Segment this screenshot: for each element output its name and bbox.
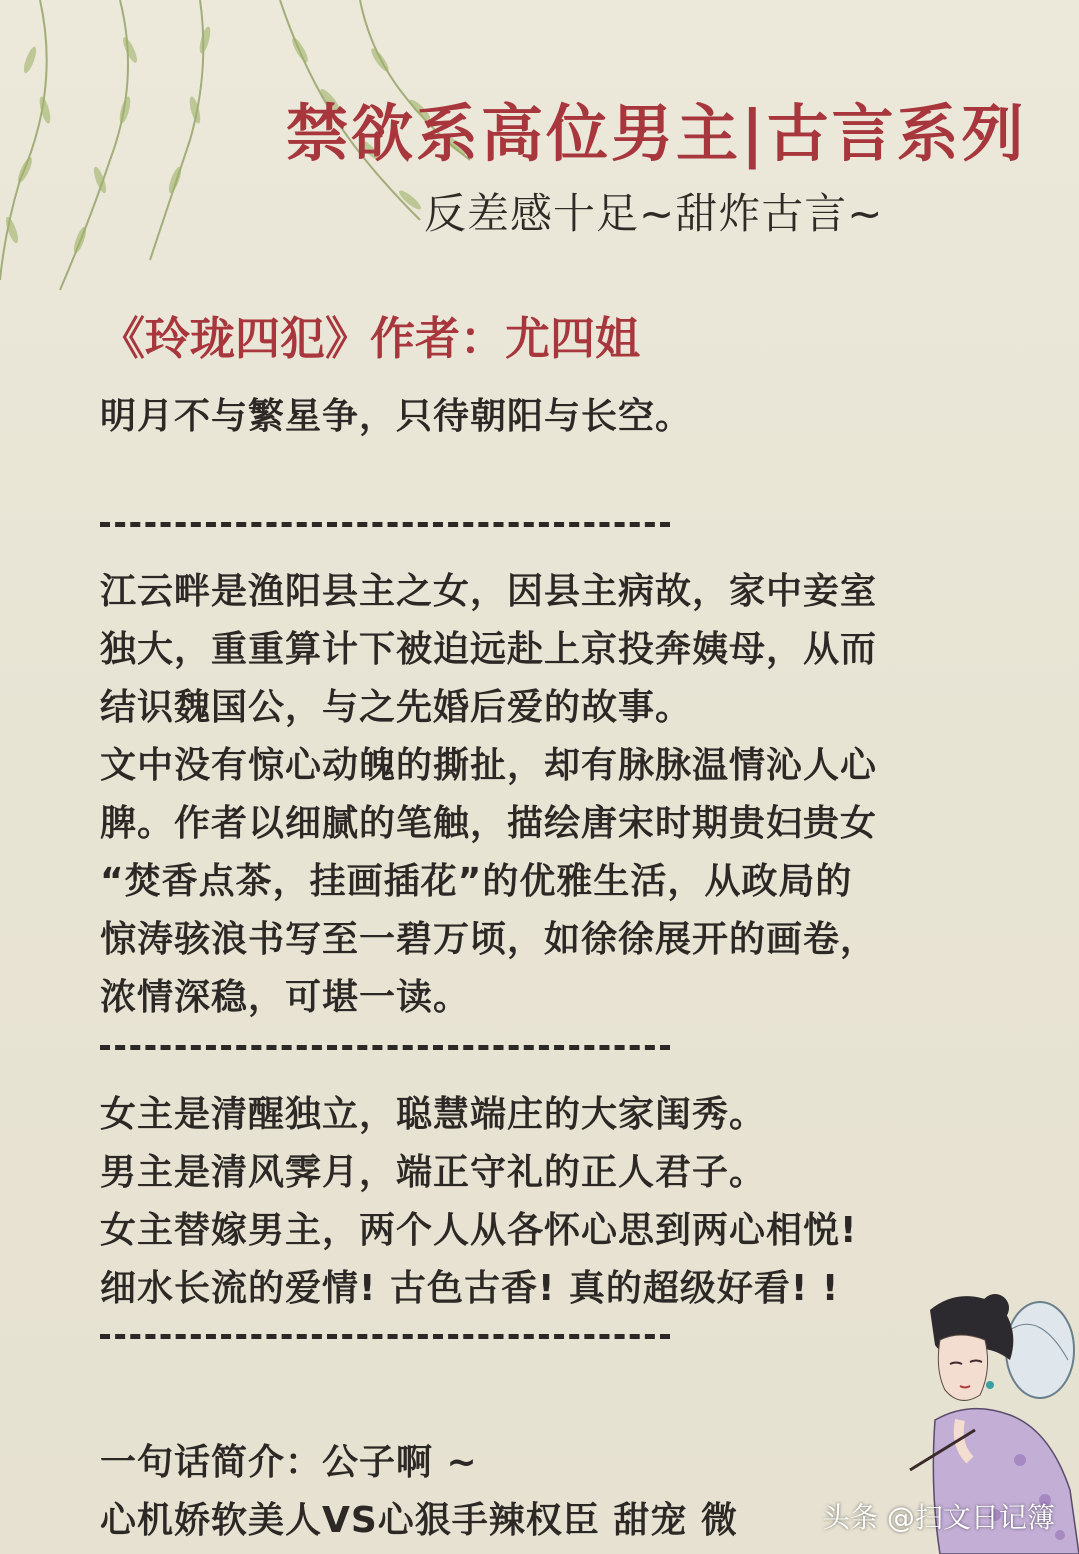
synopsis-line: 文中没有惊心动魄的撕扯，却有脉脉温情沁人心 xyxy=(100,745,878,786)
divider xyxy=(100,522,670,527)
summary-intro: 一句话简介：公子啊 ~ xyxy=(100,1442,478,1483)
page-title: 禁欲系高位男主|古言系列 xyxy=(286,97,1027,170)
character-line: 女主是清醒独立，聪慧端庄的大家闺秀。 xyxy=(100,1094,767,1135)
divider xyxy=(100,1045,670,1050)
synopsis-line: 脾。作者以细腻的笔触，描绘唐宋时期贵妇贵女 xyxy=(100,803,878,844)
character-line: 女主替嫁男主，两个人从各怀心思到两心相悦! xyxy=(100,1210,858,1251)
book-tagline: 明月不与繁星争，只待朝阳与长空。 xyxy=(100,396,693,437)
synopsis-line: “焚香点茶，挂画插花”的优雅生活，从政局的 xyxy=(100,861,853,902)
character-line: 细水长流的爱情! 古色古香! 真的超级好看! ! xyxy=(100,1268,840,1309)
character-line: 男主是清风霁月，端正守礼的正人君子。 xyxy=(100,1152,767,1193)
divider xyxy=(100,1334,670,1339)
summary-tags: 心机娇软美人VS心狠手辣权臣 甜宠 微 xyxy=(100,1500,738,1541)
synopsis-line: 独大，重重算计下被迫远赴上京投奔姨母，从而 xyxy=(100,629,878,670)
synopsis-line: 浓情深稳，可堪一读。 xyxy=(100,977,471,1018)
page-subtitle: 反差感十足~甜炸古言~ xyxy=(424,189,884,238)
synopsis-line: 结识魏国公，与之先婚后爱的故事。 xyxy=(100,687,693,728)
synopsis-line: 惊涛骇浪书写至一碧万顷，如徐徐展开的画卷， xyxy=(100,919,878,960)
synopsis-line: 江云畔是渔阳县主之女，因县主病故，家中妾室 xyxy=(100,571,878,612)
book-title: 《玲珑四犯》作者：尤四姐 xyxy=(100,312,641,365)
watermark: 头条 @扫文日记簿 xyxy=(822,1501,1055,1534)
